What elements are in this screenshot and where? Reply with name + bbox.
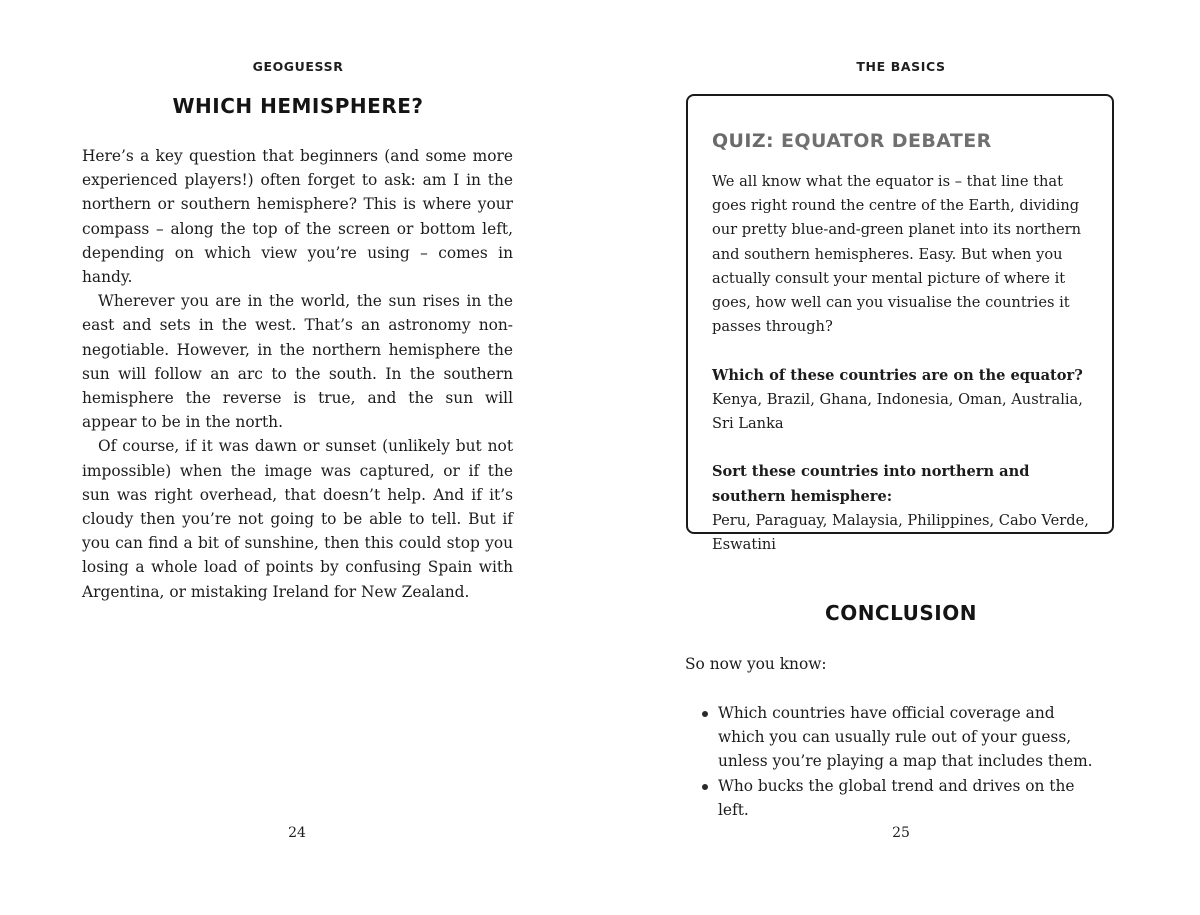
page-number-right: 25 (892, 825, 910, 841)
running-head-right: THE BASICS (856, 59, 946, 74)
quiz-answers-2: Peru, Paraguay, Malaysia, Philippines, Cabo Verde, Eswatini (712, 511, 1089, 554)
quiz-intro: We all know what the equator is – that line that goes right round the centre of the Earth, dividing our pretty blue-and-green planet into its northern and southern hemispheres. Easy. But when you actually consult your mental picture of where it goes, how well can you visualise the countries it passes through? (712, 173, 1082, 336)
section-heading-which-hemisphere: WHICH HEMISPHERE? (172, 94, 424, 118)
conclusion-intro: So now you know: (685, 655, 827, 673)
quiz-question-1: Which of these countries are on the equator? (712, 366, 1083, 384)
quiz-content (712, 170, 1097, 557)
section-heading-conclusion: CONCLUSION (825, 601, 977, 625)
list-item (702, 774, 1102, 822)
paragraph: Wherever you are in the world, the sun rises in the east and sets in the west. That’s an astronomy non-negotiable. However, in the northern hemisphere the sun will follow an arc to the south. In the southern hemisphere the reverse is true, and the sun will appear to be in the north. (82, 292, 513, 432)
quiz-question-2: Sort these countries into northern and southern hemisphere: (712, 463, 1030, 505)
bullet-icon (702, 784, 708, 790)
list-item-text: Which countries have official coverage and which you can usually rule out of your guess, unless you’re playing a map that includes them. (718, 704, 1093, 771)
quiz-title-prefix: QUIZ: (712, 130, 775, 152)
running-head-left: GEOGUESSR (252, 59, 344, 74)
body-text (82, 144, 513, 604)
list-item (702, 701, 1102, 774)
quiz-answers-1: Kenya, Brazil, Ghana, Indonesia, Oman, Australia, Sri Lanka (712, 390, 1083, 433)
right-page (600, 0, 1200, 915)
list-item-text: Who bucks the global trend and drives on the left. (718, 776, 1075, 819)
quiz-title-text: EQUATOR DEBATER (781, 130, 992, 152)
bullet-icon (702, 711, 708, 717)
quiz-title (712, 130, 992, 152)
page-number-left: 24 (288, 825, 306, 841)
quiz-box (686, 94, 1114, 554)
paragraph: Here’s a key question that beginners (and some more experienced players!) often forget to ask: am I in the northern or southern hemisphere? This is where your compass – along the top of the screen or bottom left, depending on which view you’re using – comes in handy. (82, 147, 513, 287)
paragraph: Of course, if it was dawn or sunset (unlikely but not impossible) when the image was captured, or if the sun was right overhead, that doesn’t help. And if it’s cloudy then you’re not going to be able to tell. But if you can find a bit of sunshine, then this could stop you losing a whole load of points by confusing Spain with Argentina, or mistaking Ireland for New Zealand. (82, 437, 513, 601)
conclusion-list (702, 701, 1102, 822)
